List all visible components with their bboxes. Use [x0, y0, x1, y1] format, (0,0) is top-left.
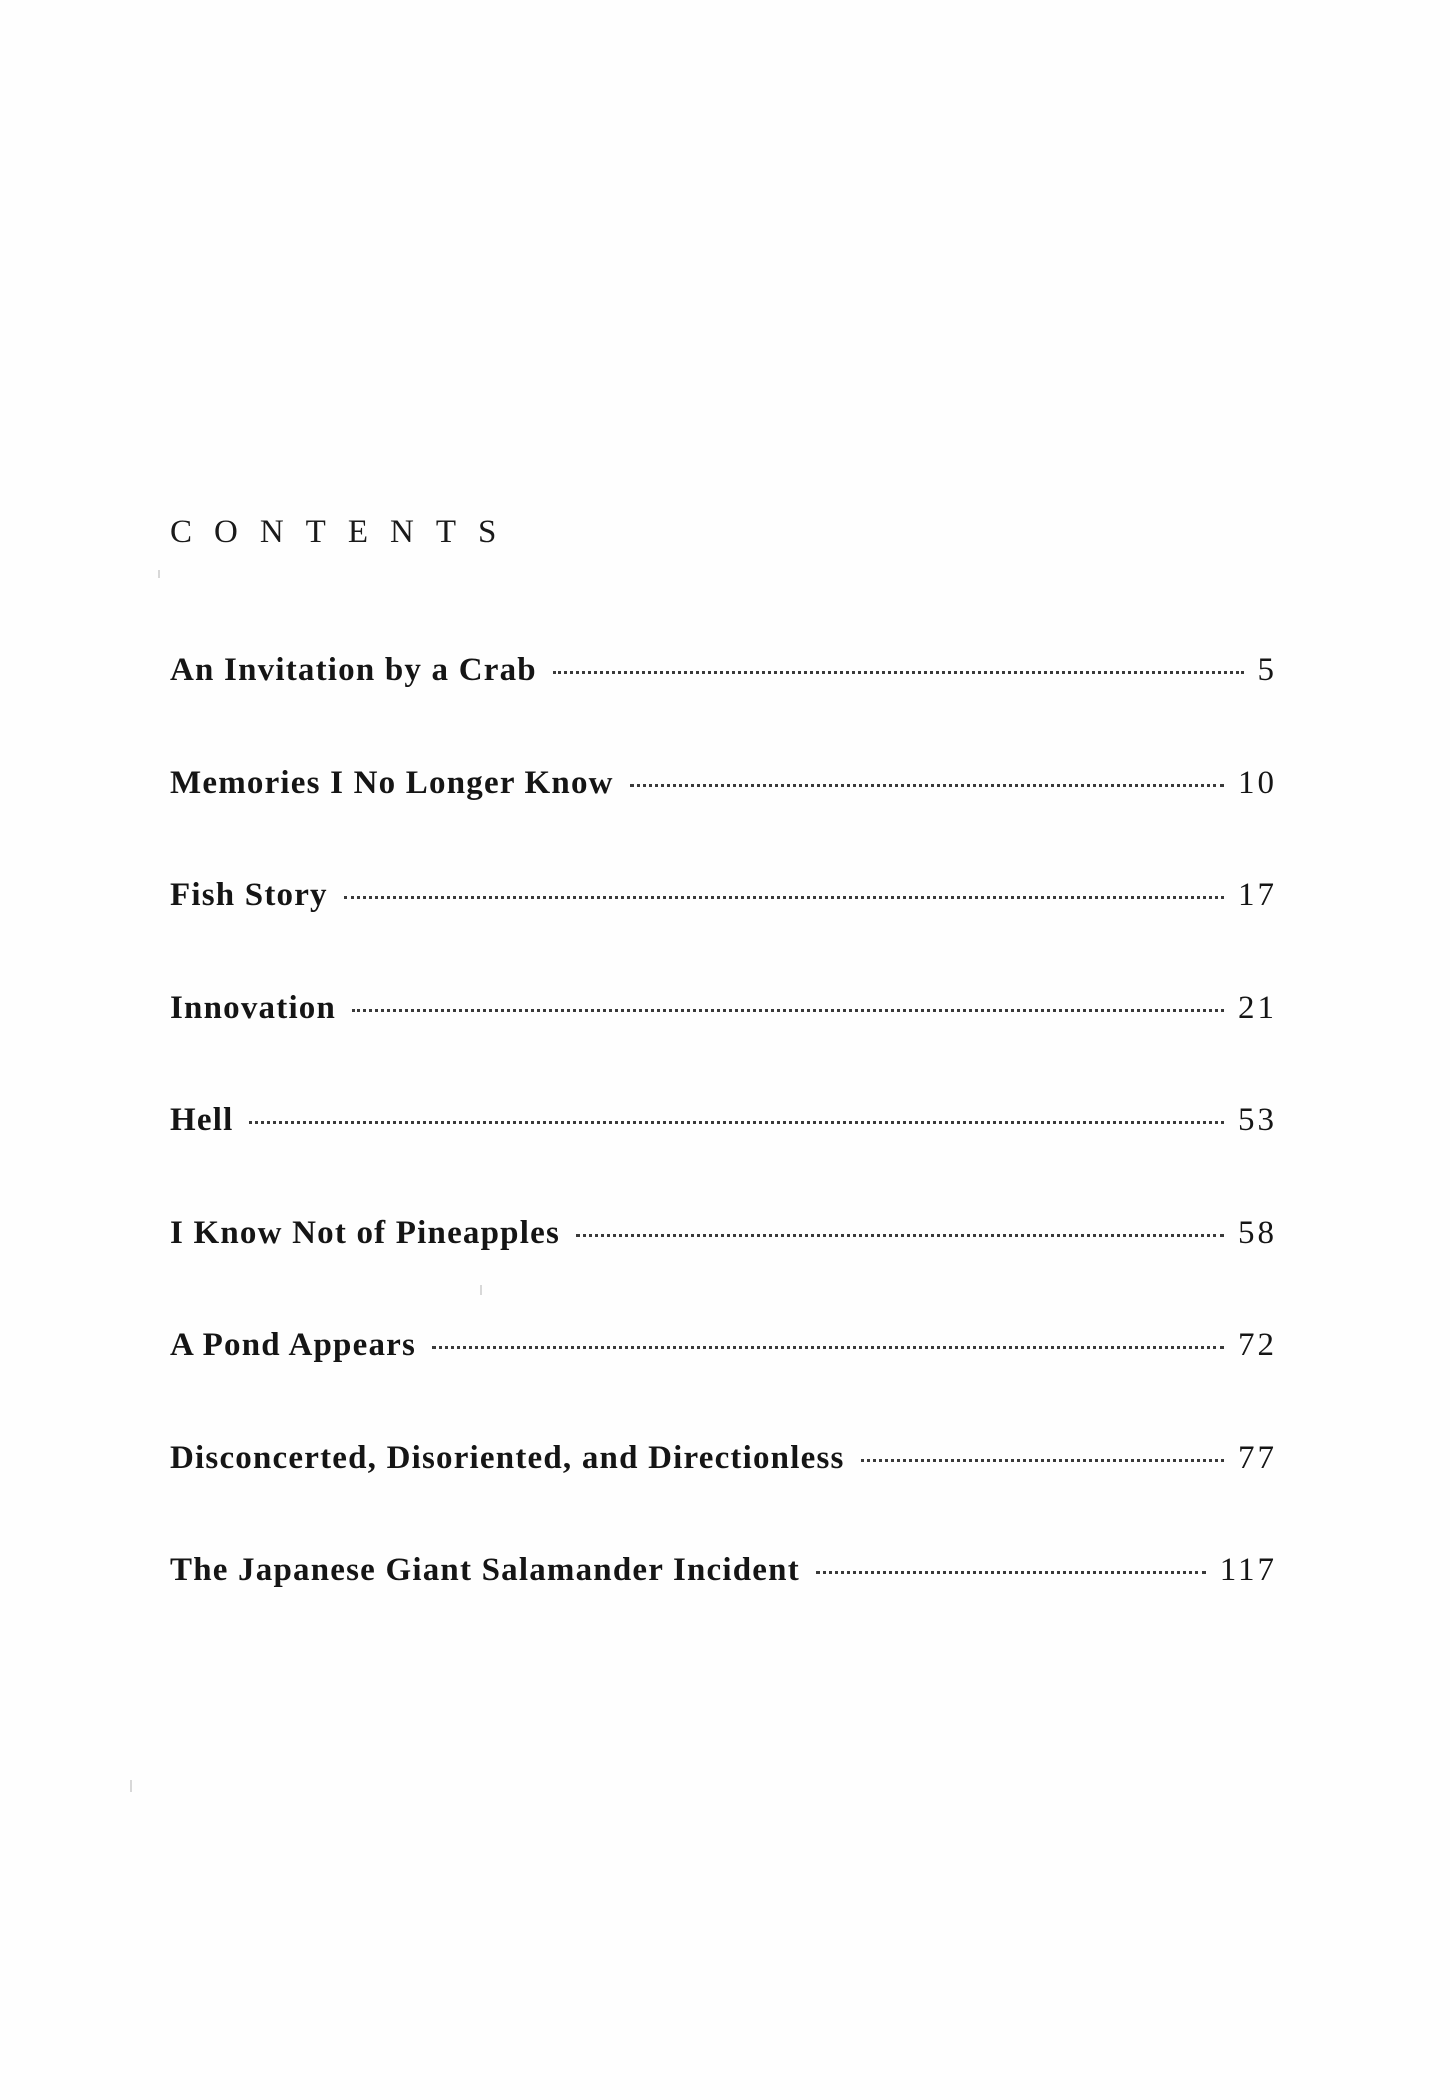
toc-entry: [170, 875, 1277, 988]
paper-speck: [480, 1285, 482, 1295]
toc-entry-title: The Japanese Giant Salamander Incident: [170, 1552, 800, 1588]
toc-entry-title: Disconcerted, Disoriented, and Directionless: [170, 1439, 845, 1476]
toc-entry-title: Innovation: [170, 989, 337, 1026]
dot-leader: [816, 1571, 1206, 1574]
dot-leader: [344, 896, 1224, 899]
paper-speck: [158, 570, 160, 578]
dot-leader: [249, 1121, 1224, 1124]
dot-leader: [576, 1234, 1224, 1237]
toc-entry-title: An Invitation by a Crab: [170, 652, 537, 688]
toc-entry: [170, 1550, 1277, 1663]
toc-entry-page-number: 10: [1238, 764, 1277, 801]
toc-entry-page-number: 77: [1238, 1439, 1277, 1476]
toc-entry: [170, 988, 1277, 1101]
dot-leader: [553, 671, 1244, 674]
toc-entry: [170, 763, 1277, 876]
toc-entry-page-number: 21: [1238, 989, 1277, 1026]
toc-entry-page-number: 17: [1238, 877, 1277, 913]
toc-entry: [170, 1325, 1277, 1438]
toc-entry-title: I Know Not of Pineapples: [170, 1214, 560, 1251]
toc-entry-title: Memories I No Longer Know: [170, 764, 614, 801]
paper-speck: [130, 1780, 132, 1792]
toc-entry: [170, 650, 1277, 763]
dot-leader: [861, 1459, 1224, 1462]
dot-leader: [352, 1009, 1224, 1012]
toc-entry-page-number: 117: [1219, 1552, 1277, 1588]
table-of-contents: [170, 650, 1277, 1663]
dot-leader: [630, 784, 1224, 787]
toc-entry-title: Fish Story: [170, 877, 328, 913]
toc-entry: [170, 1100, 1277, 1213]
toc-entry-title: A Pond Appears: [170, 1327, 417, 1363]
toc-entry-page-number: 53: [1238, 1102, 1277, 1138]
toc-entry: [170, 1213, 1277, 1326]
toc-entry-page-number: 58: [1238, 1214, 1277, 1251]
dot-leader: [432, 1346, 1224, 1349]
contents-heading: CONTENTS: [170, 514, 519, 550]
toc-entry: [170, 1438, 1277, 1551]
toc-entry-page-number: 72: [1238, 1327, 1277, 1363]
toc-entry-page-number: 5: [1257, 652, 1277, 688]
toc-entry-title: Hell: [170, 1102, 234, 1138]
